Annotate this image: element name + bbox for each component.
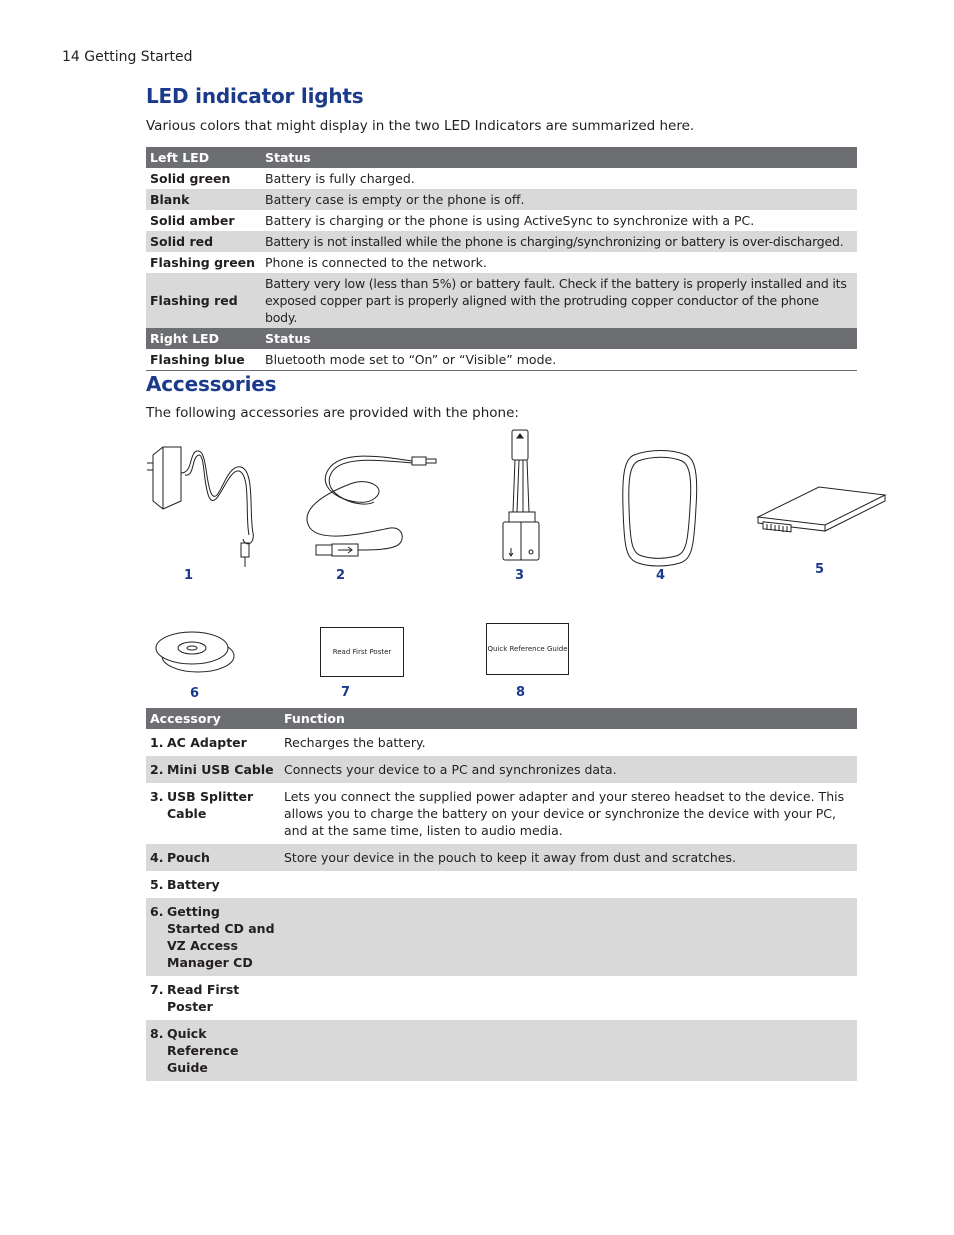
figure-number: 8 bbox=[516, 685, 526, 700]
led-section-title: LED indicator lights bbox=[146, 84, 364, 108]
accessory-function: Lets you connect the supplied power adapter and your stereo headset to the device. This allows you to charge the battery on your device or synchronize the device with your PC, and at the same time, listen to audio media. bbox=[284, 789, 845, 838]
table-row bbox=[146, 168, 857, 189]
table-row bbox=[146, 1020, 857, 1081]
led-status: Battery case is empty or the phone is off. bbox=[261, 189, 857, 210]
accessory-function bbox=[280, 1020, 857, 1081]
led-status: Battery is not installed while the phone is charging/synchronizing or battery is over-discharged. bbox=[261, 231, 857, 252]
table-row bbox=[146, 844, 857, 871]
led-table-header bbox=[146, 147, 857, 168]
table-row bbox=[146, 252, 857, 273]
accessories-section-title: Accessories bbox=[146, 372, 277, 396]
figure-number: 3 bbox=[515, 568, 525, 583]
accessory-function: Recharges the battery. bbox=[284, 735, 426, 750]
accessory-name: Pouch bbox=[167, 850, 210, 865]
cd-illustration bbox=[152, 626, 238, 678]
accessory-function bbox=[280, 898, 857, 976]
accessories-section-intro: The following accessories are provided with the phone: bbox=[146, 405, 519, 421]
accessories-table-header bbox=[146, 708, 857, 729]
led-section-intro: Various colors that might display in the two LED Indicators are summarized here. bbox=[146, 118, 695, 134]
led-status: Phone is connected to the network. bbox=[265, 255, 487, 270]
figure-number: 2 bbox=[336, 568, 346, 583]
item-number: 7. bbox=[150, 982, 164, 997]
figure-number: 1 bbox=[184, 568, 194, 583]
led-mode: Flashing blue bbox=[150, 352, 245, 367]
led-status: Battery is fully charged. bbox=[265, 171, 415, 186]
accessory-function: Store your device in the pouch to keep it away from dust and scratches. bbox=[280, 844, 857, 871]
left-led-header: Left LED bbox=[146, 147, 261, 168]
led-mode: Flashing red bbox=[146, 273, 261, 328]
figure-number: 6 bbox=[190, 686, 200, 701]
led-mode: Solid red bbox=[146, 231, 261, 252]
led-mode: Solid amber bbox=[150, 213, 235, 228]
accessory-name: Read First Poster bbox=[167, 982, 240, 1014]
led-mode: Solid green bbox=[150, 171, 231, 186]
function-header: Function bbox=[280, 708, 857, 729]
figure-number: 5 bbox=[815, 562, 825, 577]
item-number: 2. bbox=[150, 762, 164, 777]
accessory-name: Getting Started CD and VZ Access Manager CD bbox=[167, 904, 275, 970]
page-header: 14 Getting Started bbox=[62, 49, 193, 65]
item-number: 5. bbox=[150, 877, 164, 892]
table-row bbox=[146, 898, 857, 976]
right-led-header: Right LED bbox=[146, 328, 261, 349]
ac-adapter-illustration bbox=[145, 443, 260, 573]
accessory-name: USB Splitter Cable bbox=[167, 789, 254, 821]
status-header: Status bbox=[261, 147, 857, 168]
usb-splitter-illustration bbox=[497, 428, 545, 564]
led-status: Battery is charging or the phone is using ActiveSync to synchronize with a PC. bbox=[265, 213, 755, 228]
table-row bbox=[146, 210, 857, 231]
table-row bbox=[146, 349, 857, 371]
led-status: Bluetooth mode set to “On” or “Visible” mode. bbox=[265, 352, 557, 367]
accessory-function bbox=[280, 976, 857, 1020]
accessories-table bbox=[146, 708, 857, 1081]
item-number: 4. bbox=[150, 850, 164, 865]
table-row bbox=[146, 783, 857, 844]
table-row bbox=[146, 871, 857, 898]
led-table bbox=[146, 147, 857, 371]
table-row bbox=[146, 189, 857, 210]
table-row bbox=[146, 273, 857, 328]
item-number: 8. bbox=[150, 1026, 164, 1041]
led-mode: Flashing green bbox=[150, 255, 256, 270]
table-row bbox=[146, 231, 857, 252]
table-row bbox=[146, 976, 857, 1020]
table-row bbox=[146, 729, 857, 756]
accessory-name: Quick Reference Guide bbox=[167, 1026, 239, 1075]
read-first-poster-card: Read First Poster bbox=[320, 627, 404, 677]
accessory-header: Accessory bbox=[146, 708, 280, 729]
led-mode: Blank bbox=[146, 189, 261, 210]
table-row bbox=[146, 756, 857, 783]
accessory-name: Battery bbox=[167, 877, 220, 892]
led-status: Battery very low (less than 5%) or battery fault. Check if the battery is properly installed and its exposed copper part is properly aligned with the protruding copper conductor of the phone body. bbox=[261, 273, 857, 328]
item-number: 6. bbox=[150, 904, 164, 919]
status-header: Status bbox=[261, 328, 857, 349]
accessory-name: Mini USB Cable bbox=[167, 762, 274, 777]
accessory-function: Connects your device to a PC and synchronizes data. bbox=[280, 756, 857, 783]
quick-reference-guide-card: Quick Reference Guide bbox=[486, 623, 569, 675]
pouch-illustration bbox=[620, 447, 700, 567]
accessory-function bbox=[280, 871, 857, 898]
item-number: 1. bbox=[150, 735, 164, 750]
accessory-name: AC Adapter bbox=[167, 735, 247, 750]
item-number: 3. bbox=[150, 789, 164, 804]
figure-number: 4 bbox=[656, 568, 666, 583]
battery-illustration bbox=[755, 483, 890, 541]
figure-number: 7 bbox=[341, 685, 351, 700]
mini-usb-cable-illustration bbox=[300, 450, 445, 568]
led-table-subheader bbox=[146, 328, 857, 349]
